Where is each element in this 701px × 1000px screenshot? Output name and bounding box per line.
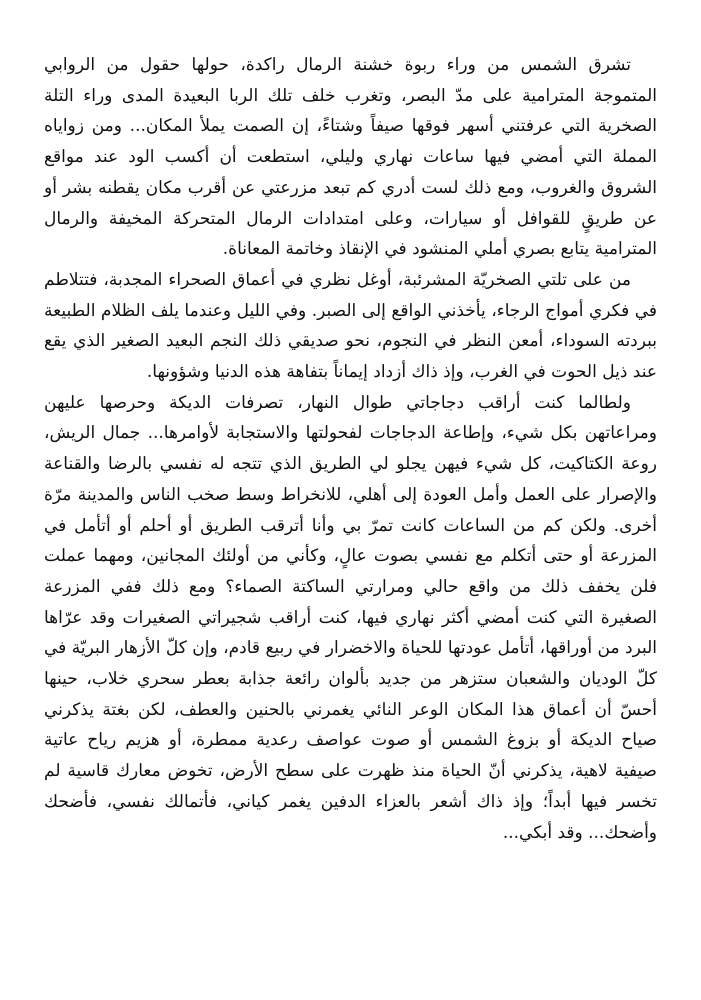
paragraph-1: تشرق الشمس من وراء ربوة خشنة الرمال راكدة، حولها حقول من الروابي المتموجة المترامية على مدّ البصر، وتغرب خلف تلك الربا البعيدة المدى وراء التلة الصخرية التي عرفتني أسهر فوقها صيفاً وشتاءً، إن الصمت يملأ المكان... ومن زواياه المملة التي أمضي فيها ساعات نهاري وليلي، استطعت أن أكسب الود عند مواقع الشروق والغروب، ومع ذلك لست أدري كم تبعد مزرعتي عن أقرب مكان يقطنه بشر أو عن طريقٍ للقوافل أو سيارات، وعلى امتدادات الرمال المتحركة المخيفة والرمال المترامية يتابع بصري أملي المنشود في الإنقاذ وخاتمة المعاناة. bbox=[44, 55, 657, 260]
paragraph-2: من على تلتي الصخريّة المشرئبة، أوغل نظري في أعماق الصحراء المجدبة، فتتلاطم في فكري أمواج الرجاء، يأخذني الواقع إلى الصبر. وفي الليل وعندما يلف الظلام الطبيعة ببردته السوداء، أمعن النظر في النجوم، نحو صديقي ذلك النجم البعيد الصغير الذي يقع عند ذيل الحوت في الغرب، وإذ ذاك أزداد إيماناً بتفاهة هذه الدنيا وشؤونها. bbox=[44, 269, 657, 383]
document-page bbox=[44, 50, 657, 848]
paragraph-3: ولطالما كنت أراقب دجاجاتي طوال النهار، تصرفات الديكة وحرصها عليهن ومراعاتهن بكل شيء، وإطاعة الدجاجات لفحولتها والاستجابة لأوامرها... جمال الريش، روعة الكتاكيت، كل شيء فيهن يجلو لي الطريق الذي تتجه له نفسي بالرضا والقناعة والإصرار على العمل وأمل العودة إلى أهلي، للانخراط وسط صخب الناس والمدينة مرّة أخرى. ولكن كم من الساعات كانت تمرّ بي وأنا أترقب الطريق أو أحلم أو أتأمل في المزرعة أو حتى أتكلم مع نفسي بصوت عالٍ، وكأني من أولئك المجانين، ومهما عملت فلن يخفف ذلك من واقع حالي ومرارتي الساكتة الصماء؟ ومع ذلك ففي المزرعة الصغيرة التي كنت أمضي أكثر نهاري فيها، كنت أراقب شجيراتي الصغيرات وقد عرّاها البرد من أوراقها، أتأمل عودتها للحياة والاخضرار في ربيع قادم، وإن كلّ الأزهار البريّة في كلّ الوديان والشعبان ستزهر من جديد بألوان رائعة جذابة بعطر سحري خلاب، حينها أحسّ أن أعماق هذا المكان الوعر النائي يغمرني بالحنين والعطف، لكن بغتة يذكرني صياح الديكة أو بزوغ الشمس أو صوت عواصف رعدية ممطرة، أو هزيم رياح عاتية صيفية لاهية، يذكرني أنّ الحياة منذ ظهرت على سطح الأرض، تخوض معارك قاسية لم تخسر فيها أبداً؛ وإذ ذاك أشعر بالعزاء الدفين يغمر كياني، فأتمالك نفسي، فأضحك وأضحك... وقد أبكي... bbox=[44, 392, 657, 843]
